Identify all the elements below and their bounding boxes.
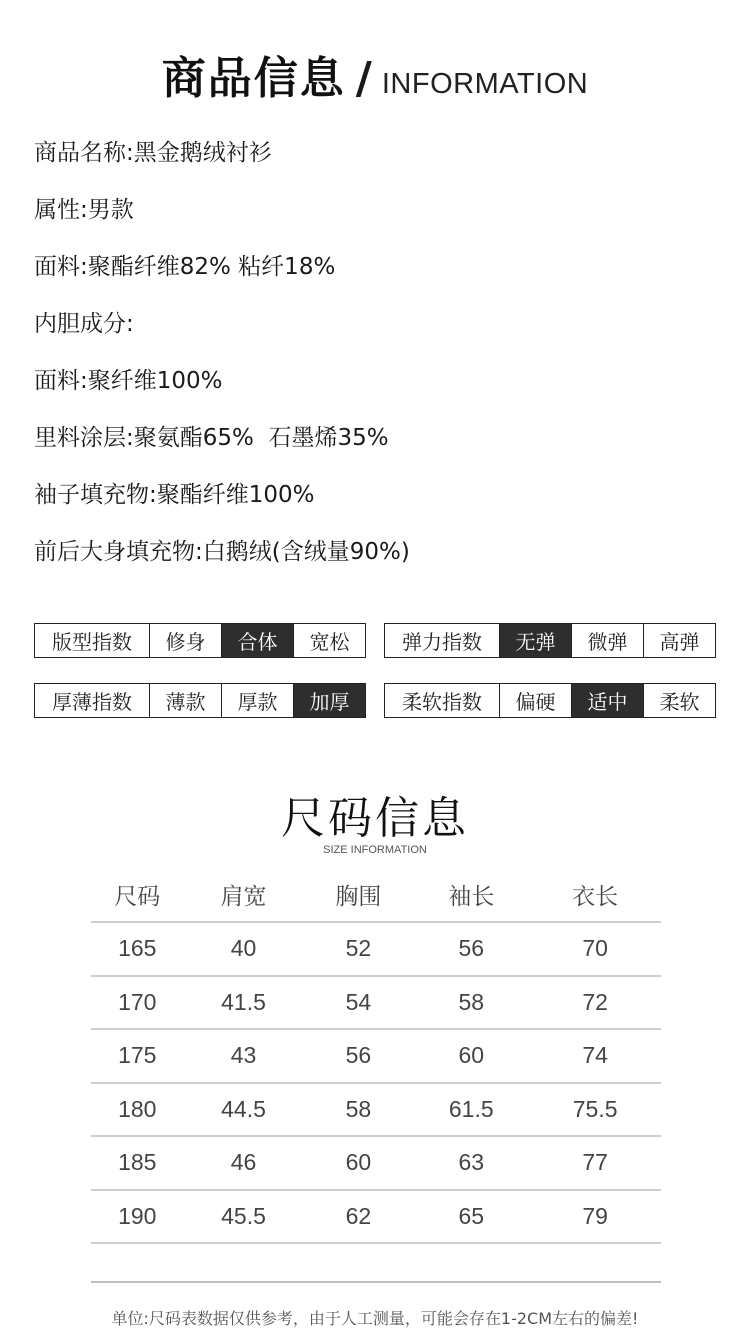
title-slash: / bbox=[355, 53, 372, 104]
table-cell: 75.5 bbox=[529, 1083, 661, 1137]
divider bbox=[91, 1281, 661, 1283]
table-cell: 60 bbox=[413, 1029, 529, 1083]
column-header: 肩宽 bbox=[184, 868, 304, 922]
elasticity-option: 无弹 bbox=[500, 624, 572, 658]
info-line-sleeve-fill: 袖子填充物:聚酯纤维100% bbox=[34, 482, 315, 508]
table-cell: 170 bbox=[91, 976, 184, 1030]
table-cell: 79 bbox=[529, 1190, 661, 1244]
elasticity-index-table bbox=[384, 623, 716, 658]
table-cell: 52 bbox=[304, 922, 414, 976]
fit-option: 修身 bbox=[150, 624, 222, 658]
table-cell: 63 bbox=[413, 1136, 529, 1190]
table-cell: 46 bbox=[184, 1136, 304, 1190]
table-cell: 65 bbox=[413, 1190, 529, 1244]
table-row bbox=[91, 1083, 661, 1137]
section-header bbox=[0, 42, 750, 106]
softness-option: 柔软 bbox=[644, 684, 716, 718]
info-line-fabric: 面料:聚酯纤维82% 粘纤18% bbox=[34, 254, 336, 280]
info-line-attribute: 属性:男款 bbox=[34, 197, 134, 223]
table-cell: 185 bbox=[91, 1136, 184, 1190]
info-line-lining: 内胆成分: bbox=[34, 311, 134, 337]
table-cell: 74 bbox=[529, 1029, 661, 1083]
thickness-option: 加厚 bbox=[294, 684, 366, 718]
fit-option: 宽松 bbox=[294, 624, 366, 658]
table-cell: 175 bbox=[91, 1029, 184, 1083]
table-cell: 77 bbox=[529, 1136, 661, 1190]
fit-index-table bbox=[34, 623, 366, 658]
table-cell: 43 bbox=[184, 1029, 304, 1083]
table-row bbox=[91, 1029, 661, 1083]
fit-option: 合体 bbox=[222, 624, 294, 658]
thickness-index-table bbox=[34, 683, 366, 718]
info-line-body-fill: 前后大身填充物:白鹅绒(含绒量90%) bbox=[34, 539, 410, 565]
softness-option: 适中 bbox=[572, 684, 644, 718]
page-title: 商品信息 bbox=[161, 53, 346, 104]
softness-index-label: 柔软指数 bbox=[385, 684, 500, 718]
size-section-subtitle: SIZE INFORMATION bbox=[323, 844, 427, 856]
fit-index-label: 版型指数 bbox=[35, 624, 150, 658]
page-title-en: INFORMATION bbox=[381, 68, 589, 100]
table-cell: 190 bbox=[91, 1190, 184, 1244]
thickness-option: 厚款 bbox=[222, 684, 294, 718]
size-table bbox=[91, 868, 661, 1244]
table-row bbox=[91, 976, 661, 1030]
thickness-option: 薄款 bbox=[150, 684, 222, 718]
table-cell: 62 bbox=[304, 1190, 414, 1244]
table-cell: 54 bbox=[304, 976, 414, 1030]
softness-option: 偏硬 bbox=[500, 684, 572, 718]
product-info-list bbox=[34, 133, 410, 589]
column-header: 胸围 bbox=[304, 868, 414, 922]
elasticity-option: 微弹 bbox=[572, 624, 644, 658]
table-cell: 60 bbox=[304, 1136, 414, 1190]
elasticity-option: 高弹 bbox=[644, 624, 716, 658]
column-header: 尺码 bbox=[91, 868, 184, 922]
measurement-note: 单位:尺码表数据仅供参考，由于人工测量，可能会存在1-2CM左右的偏差! bbox=[111, 1309, 639, 1328]
table-cell: 40 bbox=[184, 922, 304, 976]
table-cell: 56 bbox=[413, 922, 529, 976]
thickness-index-label: 厚薄指数 bbox=[35, 684, 150, 718]
table-cell: 58 bbox=[304, 1083, 414, 1137]
size-table-header bbox=[91, 868, 661, 922]
table-cell: 165 bbox=[91, 922, 184, 976]
table-cell: 61.5 bbox=[413, 1083, 529, 1137]
table-cell: 72 bbox=[529, 976, 661, 1030]
table-cell: 41.5 bbox=[184, 976, 304, 1030]
table-cell: 180 bbox=[91, 1083, 184, 1137]
table-cell: 70 bbox=[529, 922, 661, 976]
softness-index-table bbox=[384, 683, 716, 718]
size-section-title: 尺码信息 bbox=[281, 793, 469, 844]
info-line-name: 商品名称:黑金鹅绒衬衫 bbox=[34, 140, 272, 166]
table-cell: 56 bbox=[304, 1029, 414, 1083]
table-cell: 45.5 bbox=[184, 1190, 304, 1244]
table-row bbox=[91, 1190, 661, 1244]
table-row bbox=[91, 1136, 661, 1190]
column-header: 衣长 bbox=[529, 868, 661, 922]
info-line-lining-fabric: 面料:聚纤维100% bbox=[34, 368, 223, 394]
info-line-coating: 里料涂层:聚氨酯65% 石墨烯35% bbox=[34, 425, 389, 451]
elasticity-index-label: 弹力指数 bbox=[385, 624, 500, 658]
table-cell: 44.5 bbox=[184, 1083, 304, 1137]
column-header: 袖长 bbox=[413, 868, 529, 922]
table-cell: 58 bbox=[413, 976, 529, 1030]
table-row bbox=[91, 922, 661, 976]
